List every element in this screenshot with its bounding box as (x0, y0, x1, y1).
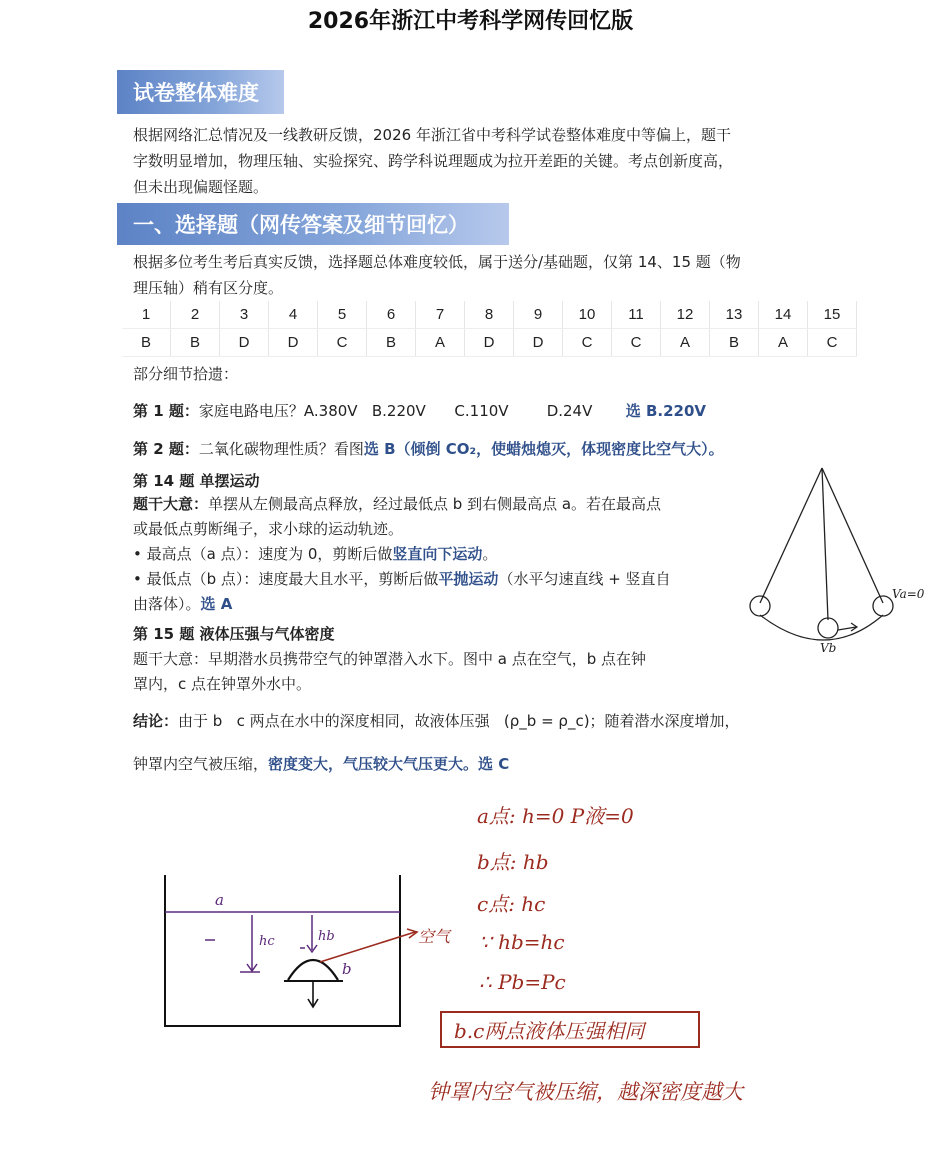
answer-number-cell: 3 (220, 301, 269, 329)
question-2 (133, 437, 724, 461)
pendulum-diagram (740, 465, 930, 665)
stem-line: 单摆从左侧最高点释放，经过最低点 b 到右侧最高点 a。若在最高点 (208, 495, 662, 513)
ball-bottom (818, 618, 838, 638)
answer-letter-cell: C (563, 329, 612, 357)
question-1 (133, 399, 706, 423)
conclusion-text: 由于 b c 两点在水中的深度相同，故液体压强 (ρ_b = ρ_c)；随着潜水深度增加， (178, 712, 740, 730)
conclusion-highlight: 密度变大，气压较大气压更大。选 C (268, 755, 510, 773)
answer-number-cell: 12 (661, 301, 710, 329)
diving-bell-diagram (160, 870, 460, 1030)
bullet-text: 由落体）。 (133, 595, 201, 613)
answer-number-cell: 15 (808, 301, 857, 329)
answer-number-cell: 4 (269, 301, 318, 329)
handwritten-note-final: 钟罩内空气被压缩，越深密度越大 (428, 1080, 743, 1104)
choice-paragraph (133, 249, 923, 301)
answer-letter-cell: D (514, 329, 563, 357)
question-15-conclusion (133, 709, 740, 733)
answer-number-cell: 10 (563, 301, 612, 329)
answer-number-cell: 13 (710, 301, 759, 329)
difficulty-paragraph (133, 122, 923, 200)
details-label: 部分细节拾遗： (133, 365, 239, 383)
label-b: b (342, 960, 352, 978)
bullet-highlight: 竖直向下运动 (392, 545, 483, 563)
answer-number-cell: 5 (318, 301, 367, 329)
section-heading: 试卷整体难度 (133, 81, 259, 105)
answer-letter-cell: B (122, 329, 171, 357)
answer-number-cell: 8 (465, 301, 514, 329)
handwritten-note-therefore: ∴ Pb=Pc (479, 970, 566, 994)
section-heading: 一、选择题（网传答案及细节回忆） (133, 213, 469, 237)
answer-number-cell: 1 (122, 301, 171, 329)
answer-letter-cell: D (465, 329, 514, 357)
answer-number-cell: 14 (759, 301, 808, 329)
conclusion-label: 结论： (133, 712, 179, 730)
question-text: 家庭电路电压？A.380V B.220V C.110V D.24V (198, 402, 593, 420)
answer-number-cell: 9 (514, 301, 563, 329)
label-vb: Vb (820, 641, 837, 655)
question-label: 第 2 题： (133, 440, 199, 458)
section-banner-difficulty (117, 70, 284, 114)
handwritten-note-a: a点: h=0 P液=0 (477, 804, 634, 828)
answer-letter-cell: A (759, 329, 808, 357)
bullet-text: • 最低点（b 点）：速度最大且水平，剪断后做 (133, 570, 439, 588)
answer-letter-cell: B (710, 329, 759, 357)
question-label: 第 1 题： (133, 402, 199, 420)
answer-letter-cell: C (318, 329, 367, 357)
label-hc: hc (259, 934, 275, 949)
label-a: a (215, 891, 224, 909)
answer-letter-cell: A (416, 329, 465, 357)
ball-right (873, 596, 893, 616)
handwritten-boxed-conclusion: b.c两点液体压强相同 (440, 1011, 700, 1048)
paragraph-line: 但未出现偏题怪题。 (133, 178, 269, 196)
paragraph-line: 字数明显增加，物理压轴、实验探究、跨学科说理题成为拉开差距的关键。考点创新度高， (133, 152, 734, 170)
bullet-highlight: 选 A (200, 595, 233, 613)
answer-number-cell: 6 (367, 301, 416, 329)
paragraph-line: 理压轴）稍有区分度。 (133, 279, 284, 297)
container-outline (165, 875, 400, 1026)
bullet-text: （水平匀速直线 + 竖直自 (498, 570, 671, 588)
question-15-heading: 第 15 题 液体压强与气体密度 (133, 625, 335, 643)
question-answer: 选 B.220V (625, 402, 707, 420)
answer-number-cell: 7 (416, 301, 465, 329)
answer-number-cell: 11 (612, 301, 661, 329)
answer-letter-cell: D (269, 329, 318, 357)
question-15-conclusion-2 (133, 752, 509, 776)
handwritten-note-c: c点: hc (477, 892, 546, 916)
answer-letter-cell: B (367, 329, 416, 357)
label-hb: hb (318, 929, 335, 944)
pendulum-string-left (760, 468, 822, 603)
answer-table (122, 301, 857, 357)
answer-number-row (122, 301, 857, 329)
answer-letter-cell: B (171, 329, 220, 357)
answer-letter-cell: A (661, 329, 710, 357)
answer-letter-cell: C (612, 329, 661, 357)
conclusion-text: 钟罩内空气被压缩， (133, 755, 269, 773)
question-14-heading: 第 14 题 单摆运动 (133, 472, 260, 490)
question-answer: 选 B（倾倒 CO₂，使蜡烛熄灭，体现密度比空气大）。 (363, 440, 724, 458)
answer-letter-cell: C (808, 329, 857, 357)
paragraph-line: 根据网络汇总情况及一线教研反馈，2026 年浙江省中考科学试卷整体难度中等偏上，题干 (133, 126, 731, 144)
answer-letter-row (122, 329, 857, 357)
ball-left (750, 596, 770, 616)
stem-line: 罩内，c 点在钟罩外水中。 (133, 675, 312, 693)
section-banner-choice (117, 203, 509, 245)
stem-line: 题干大意：早期潜水员携带空气的钟罩潜入水下。图中 a 点在空气，b 点在钟 (133, 650, 647, 668)
answer-letter-cell: D (220, 329, 269, 357)
bullet-text: • 最高点（a 点）：速度为 0，剪断后做 (133, 545, 393, 563)
bullet-highlight: 平抛运动 (438, 570, 499, 588)
page-title: 2026年浙江中考科学网传回忆版 (307, 9, 634, 34)
question-15-stem (133, 647, 646, 697)
stem-label: 题干大意： (133, 495, 209, 513)
diving-bell (288, 960, 338, 980)
pendulum-string-middle (822, 468, 828, 620)
question-14-body (133, 492, 753, 617)
pendulum-string-right (822, 468, 883, 603)
stem-line: 或最低点剪断绳子，求小球的运动轨迹。 (133, 520, 404, 538)
handwritten-note-b: b点: hb (477, 850, 549, 874)
handwritten-note-since: ∵ hb=hc (479, 930, 565, 954)
bullet-text: 。 (482, 545, 498, 563)
label-va: Va=0 (892, 587, 925, 601)
paragraph-line: 根据多位考生考后真实反馈，选择题总体难度较低，属于送分/基础题，仅第 14、15 题（物 (133, 253, 741, 271)
question-text: 二氧化碳物理性质？看图 (198, 440, 364, 458)
label-air: 空气 (418, 927, 451, 946)
answer-number-cell: 2 (171, 301, 220, 329)
